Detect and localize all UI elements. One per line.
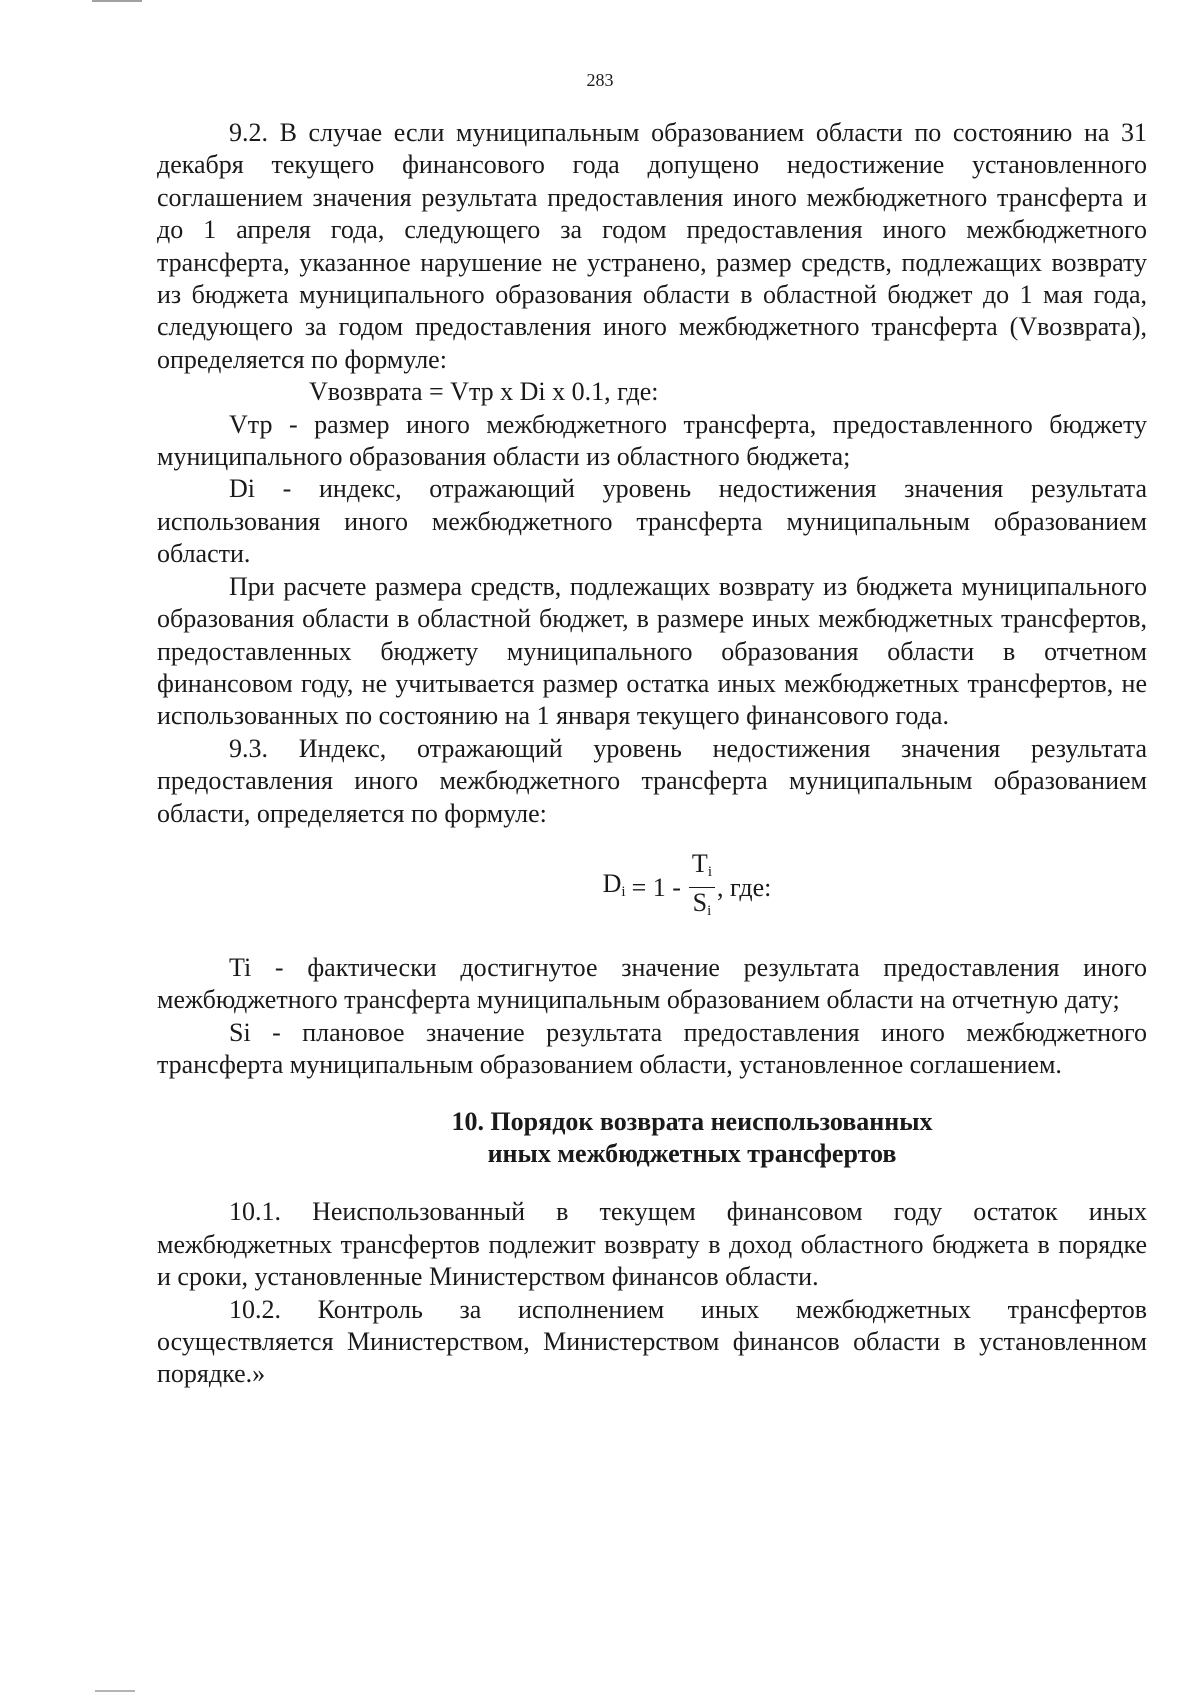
formula-di-numerator: $T_i$ (689, 849, 715, 888)
document-body (157, 117, 1147, 1391)
formula-di-fraction (689, 849, 715, 926)
paragraph-9-3: 9.3. Индекс, отражающий уровень недостижения значения результата предоставления иного межбюджетного трансферта муниципальным образованием области, определяется по формуле: (157, 733, 1147, 828)
paragraph-10-1: 10.1. Неиспользованный в текущем финансовом году остаток иных межбюджетных трансфертов подлежит возврату в доход областного бюджета в порядке и сроки, установленные Министерством финансов области. (157, 1197, 1147, 1292)
formula-di-equals: = 1 - (631, 872, 681, 902)
paragraph-10-2: 10.2. Контроль за исполнением иных межбюджетных трансфертов осуществляется Министерством, Министерством финансов области в установленном порядке.» (157, 1294, 1147, 1389)
paragraph-9-2: 9.2. В случае если муниципальным образованием области по состоянию на 31 декабря текущего финансового года допущено недостижение установленного соглашением значения результата предоставления иного межбюджетного трансферта и до 1 апреля года, следующего за годом предоставления иного межбюджетного трансферта, указанное нарушение не устранено, размер средств, подлежащих возврату из бюджета муниципального образования области в областной бюджет до 1 мая года, следующего за годом предоставления иного межбюджетного трансферта (Vвозврата), определяется по формуле: (157, 118, 1147, 374)
paragraph-calc-note: При расчете размера средств, подлежащих возврату из бюджета муниципального образования области в областной бюджет, в размере иных межбюджетных трансфертов, предоставленных бюджету муниципального образования области в отчетном финансовом году, не учитывается размер остатка иных межбюджетных трансфертов, не использованных по состоянию на 1 января текущего финансового года. (157, 571, 1147, 731)
section-heading-line-1: 10. Порядок возврата неиспользованных (451, 1106, 933, 1136)
formula-di (157, 849, 1147, 924)
page-number: 283 (586, 70, 614, 90)
formula-di-denominator: $S_i$ (692, 888, 712, 920)
paragraph-vtr: Vтр - размер иного межбюджетного трансферта, предоставленного бюджету муниципального образования области из областного бюджета; (157, 409, 1147, 472)
paragraph-ti: Ti - фактически достигнутое значение результата предоставления иного межбюджетного трансферта муниципальным образованием области на отчетную дату; (157, 952, 1147, 1015)
scan-artifact-bottom (95, 1690, 135, 1692)
formula-di-lhs: $D_i$ (602, 868, 626, 900)
formula-di-suffix: , где: (716, 872, 772, 902)
section-heading-line-2: иных межбюджетных трансфертов (487, 1138, 897, 1168)
paragraph-si: Si - плановое значение результата предоставления иного межбюджетного трансферта муниципальным образованием области, установленное соглашением. (157, 1017, 1147, 1080)
scan-artifact-top (92, 0, 142, 2)
paragraph-di: Di - индекс, отражающий уровень недостижения значения результата использования иного межбюджетного трансферта муниципальным образованием области. (157, 474, 1147, 569)
section-heading-10 (157, 1106, 1147, 1171)
formula-vozvrata: Vвозврата = Vтр x Di x 0.1, где: (309, 377, 659, 407)
